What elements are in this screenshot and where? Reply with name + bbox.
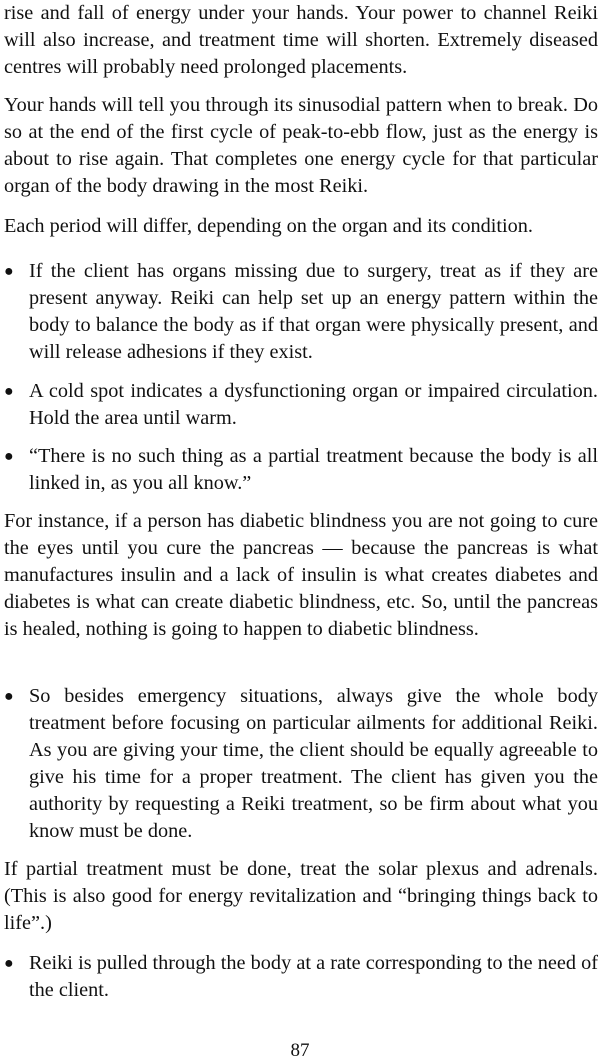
bullet-icon: ● [4, 263, 14, 280]
bullet-text: So besides emergency situations, always give the whole body treatment before focusing on particular ailments for additional Reiki. As you are giving your time, the client should be equally agreeable to give his time for a proper treatment. The client has given you the authority by requesting a Reiki treatment, so be firm about what you know must be done. [29, 685, 598, 842]
paragraph: If partial treatment must be done, treat the solar plexus and adrenals. (This is also good for energy revitalization and “bringing things back to life”.) [4, 858, 598, 934]
bullet-icon: ● [4, 955, 14, 972]
paragraph: For instance, if a person has diabetic blindness you are not going to cure the eyes until you cure the pancreas — because the pancreas is what manufactures insulin and a lack of insulin is what creates diabetes and diabetes is what can create diabetic blindness, etc. So, until the pancreas is healed, nothing is going to happen to diabetic blindness. [4, 510, 598, 640]
bullet-text: Reiki is pulled through the body at a rate corresponding to the need of the client. [29, 952, 598, 1001]
bullet-item [4, 378, 598, 432]
bullet-item [4, 443, 598, 497]
paragraph: Each period will differ, depending on the organ and its condition. [4, 215, 534, 237]
bullet-text: A cold spot indicates a dysfunctioning organ or impaired circulation. Hold the area until warm. [29, 380, 598, 429]
page-number: 87 [290, 1040, 310, 1061]
bullet-text: If the client has organs missing due to surgery, treat as if they are present anyway. Reiki can help set up an energy pattern within the body to balance the body as if that organ were physically present, and will release adhesions if they exist. [29, 260, 598, 363]
paragraph: rise and fall of energy under your hands. Your power to channel Reiki will also increase, and treatment time will shorten. Extremely diseased centres will probably need prolonged placements. [4, 2, 598, 78]
bullet-icon: ● [4, 383, 14, 400]
bullet-text: “There is no such thing as a partial treatment because the body is all linked in, as you all know.” [29, 445, 598, 494]
bullet-item [4, 258, 598, 366]
bullet-icon: ● [4, 448, 14, 465]
bullet-icon: ● [4, 688, 14, 705]
paragraph: Your hands will tell you through its sinusodial pattern when to break. Do so at the end of the first cycle of peak-to-ebb flow, just as the energy is about to rise again. That completes one energy cycle for that particular organ of the body drawing in the most Reiki. [4, 94, 598, 197]
bullet-item [4, 950, 598, 1004]
bullet-item [4, 683, 598, 845]
